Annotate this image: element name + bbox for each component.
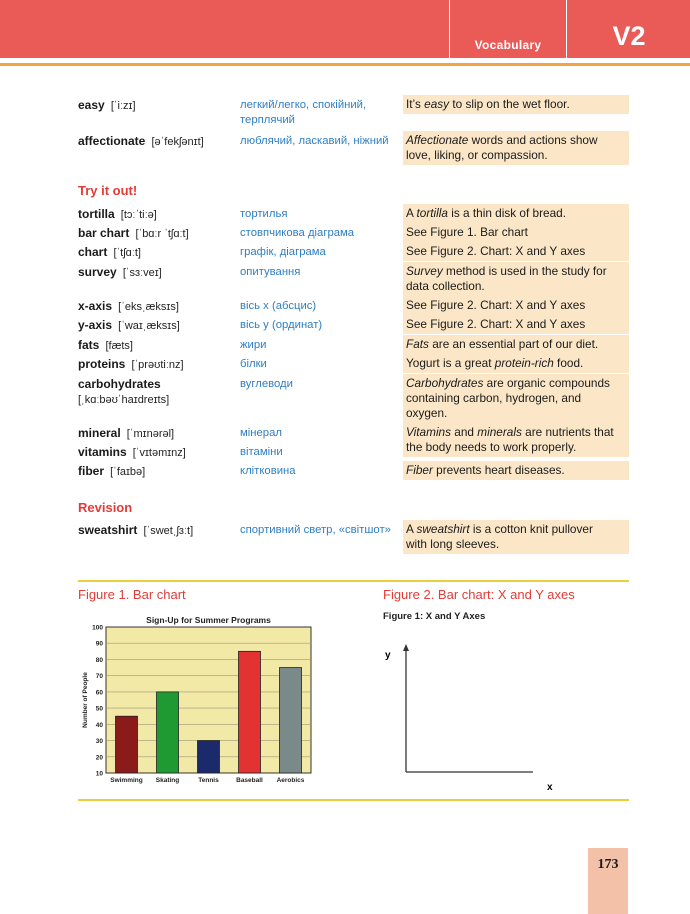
term-translation: білки — [240, 358, 267, 370]
term-word: carbohydrates — [78, 377, 161, 391]
term-transcription: [ˈeksˌæksɪs] — [112, 301, 179, 313]
term-example: Survey method is used in the study for data collection. — [403, 262, 629, 296]
term-example: See Figure 2. Chart: X and Y axes — [403, 315, 629, 334]
term-transcription: [ˌkɑːbəʊˈhaɪdreɪts] — [78, 394, 170, 406]
term-example: A sweatshirt is a cotton knit pullover with long sleeves. — [403, 520, 629, 554]
y-tick-label: 80 — [95, 656, 103, 664]
y-tick-label: 40 — [95, 721, 103, 729]
term-translation: мінерал — [240, 427, 282, 439]
x-tick-label: Baseball — [236, 777, 263, 784]
x-tick-label: Swimming — [110, 777, 143, 784]
bar — [280, 668, 302, 773]
vocab-term — [78, 245, 141, 261]
figure2-subtitle: Figure 1: X and Y Axes — [383, 611, 486, 622]
term-word: proteins — [78, 357, 126, 371]
vocab-term — [78, 426, 174, 442]
term-transcription: [ˈiːzɪ] — [104, 100, 136, 112]
term-transcription: [ˈmɪnərəl] — [120, 428, 175, 440]
term-transcription: [ˈsɜːveɪ] — [116, 267, 162, 279]
header-rule — [0, 63, 690, 66]
term-transcription: [əˈfekʃənɪt] — [145, 136, 204, 148]
bar — [239, 651, 261, 773]
term-word: affectionate — [78, 134, 146, 148]
term-example: Fiber prevents heart diseases. — [403, 461, 629, 480]
term-translation: опитування — [240, 266, 301, 278]
term-example: See Figure 2. Chart: X and Y axes — [403, 296, 629, 315]
term-word: y-axis — [78, 318, 113, 332]
vocab-term — [78, 226, 189, 242]
vocab-term — [78, 318, 180, 334]
vocab-term — [78, 377, 169, 408]
bar — [198, 741, 220, 773]
term-transcription: [tɔːˈtiːə] — [114, 209, 157, 221]
term-word: sweatshirt — [78, 523, 138, 537]
term-translation: люблячий, ласкавий, ніжний — [240, 135, 389, 147]
figure2-title: Figure 2. Bar chart: X and Y axes — [383, 587, 575, 602]
vocab-term — [78, 357, 184, 373]
term-example: It’s easy to slip on the wet floor. — [403, 95, 629, 114]
y-tick-label: 100 — [92, 624, 103, 632]
x-tick-label: Aerobics — [276, 777, 305, 784]
page-number: 173 — [597, 857, 619, 872]
term-translation: вісь у (ординат) — [240, 319, 323, 331]
term-example: Vitamins and minerals are nutrients that the body needs to work properly. — [403, 423, 629, 457]
y-tick-label: 90 — [95, 640, 103, 648]
term-translation: графік, діаграма — [240, 246, 326, 258]
term-word: fiber — [78, 464, 105, 478]
term-example: A tortilla is a thin disk of bread. — [403, 204, 629, 223]
term-transcription: [fæts] — [99, 340, 133, 352]
term-example: Fats are an essential part of our diet. — [403, 335, 629, 354]
term-example: See Figure 2. Chart: X and Y axes — [403, 242, 629, 261]
section-tab — [449, 0, 567, 58]
term-word: survey — [78, 265, 117, 279]
term-translation: легкий/легко, спокійний, терплячий — [240, 99, 367, 126]
vocab-term — [78, 299, 179, 315]
y-tick-label: 20 — [95, 754, 103, 762]
term-translation: клітковина — [240, 465, 296, 477]
x-tick-label: Skating — [155, 777, 180, 784]
term-word: bar chart — [78, 226, 130, 240]
term-transcription: [ˈbɑːr ˈtʃɑːt] — [129, 228, 189, 240]
section-label: Vocabulary — [474, 38, 542, 52]
vocab-term — [78, 134, 204, 150]
term-word: fats — [78, 338, 100, 352]
term-translation: вуглеводи — [240, 378, 293, 390]
term-translation: стовпчикова діаграма — [240, 227, 355, 239]
y-tick-label: 70 — [95, 673, 103, 681]
revision-heading: Revision — [78, 500, 133, 515]
page-number-box — [588, 848, 628, 914]
y-axis-arrow-icon — [403, 644, 409, 651]
x-axis-label: x — [547, 782, 553, 793]
term-translation: тортилья — [240, 208, 288, 220]
vocab-term — [78, 265, 162, 281]
bar — [157, 692, 179, 773]
y-axis-title: Number of People — [82, 672, 89, 728]
term-transcription: [ˈprəʊtiːnz] — [125, 359, 184, 371]
figures-top-rule — [78, 580, 629, 582]
y-tick-label: 30 — [95, 738, 103, 746]
vocab-term — [78, 207, 157, 223]
term-word: chart — [78, 245, 108, 259]
vocab-term — [78, 445, 186, 461]
term-transcription: [ˈwaɪˌæksɪs] — [112, 320, 180, 332]
figures-bottom-rule — [78, 799, 629, 801]
bar-chart — [78, 611, 323, 791]
term-example: Affectionate words and actions show love, liking, or compassion. — [403, 131, 629, 165]
term-word: x-axis — [78, 299, 113, 313]
vocab-term — [78, 338, 133, 354]
term-translation: жири — [240, 339, 267, 351]
vocab-term — [78, 523, 193, 539]
vocab-term — [78, 98, 136, 114]
vocab-term — [78, 464, 145, 480]
term-transcription: [ˈtʃɑːt] — [107, 247, 141, 259]
term-translation: вітаміни — [240, 446, 283, 458]
term-transcription: [ˈfaɪbə] — [104, 466, 146, 478]
term-word: tortilla — [78, 207, 115, 221]
axes-chart — [380, 636, 560, 794]
term-translation: спортивний светр, «світшот» — [240, 524, 391, 536]
term-example: Carbohydrates are organic compounds containing carbon, hydrogen, and oxygen. — [403, 374, 629, 423]
term-transcription: [ˈvɪtəmɪnz] — [126, 447, 186, 459]
term-translation: вісь х (абсцис) — [240, 300, 317, 312]
term-word: easy — [78, 98, 105, 112]
y-tick-label: 60 — [95, 689, 103, 697]
term-transcription: [ˈswetˌʃɜːt] — [137, 525, 194, 537]
bar — [116, 716, 138, 773]
y-tick-label: 50 — [95, 705, 103, 713]
header-band — [0, 0, 690, 58]
x-tick-label: Tennis — [198, 777, 219, 784]
y-axis-label: y — [385, 650, 391, 661]
try-it-out-heading: Try it out! — [78, 183, 138, 198]
y-tick-label: 10 — [95, 770, 103, 778]
section-code: V2 — [612, 21, 646, 51]
figure1-title: Figure 1. Bar chart — [78, 587, 186, 602]
term-example: Yogurt is a great protein-rich food. — [403, 354, 629, 373]
chart-title: Sign-Up for Summer Programs — [146, 615, 271, 625]
term-example: See Figure 1. Bar chart — [403, 223, 629, 242]
term-word: mineral — [78, 426, 121, 440]
term-word: vitamins — [78, 445, 127, 459]
